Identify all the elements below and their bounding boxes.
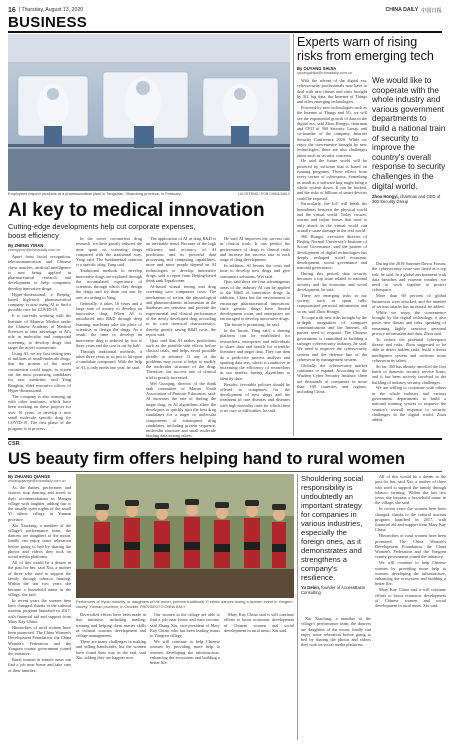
bottom-story-column-2 bbox=[76, 612, 146, 740]
paragraph: All of this would be a dream in the past for her, said Xiu, a mother of three who used to support the family through tobacco farming. Within the last two years she became a household name in the village, she said. bbox=[375, 474, 446, 506]
bottom-story-pull-quote bbox=[301, 474, 371, 595]
bottom-story-column-3 bbox=[150, 612, 220, 740]
bottom-photo-caption-text: Performers of Hyolo minority, or daughters of the moon, perform traditional Yi ethnic dances during a tourism event in Yongren county, Yunnan province, in October. bbox=[76, 599, 293, 609]
top-story-column-1 bbox=[8, 254, 71, 434]
byline-email: zhengyiran@chinadaily.com.cn bbox=[8, 248, 61, 252]
paragraph: Apart from facial recognition, telecommunication and Chinese chess matches, artificial intelligence is now being applied in pharmaceutical research and development to help companies develop innovative drugs. bbox=[8, 254, 71, 291]
page-number: 16 bbox=[8, 6, 16, 14]
column-divider bbox=[293, 34, 294, 436]
csr-section-rule bbox=[8, 438, 442, 440]
section-title: BUSINESS bbox=[8, 14, 88, 31]
paragraph: Through traditional methods, it takes three years or so just to hit upon a candidate compound. With the help of AI, it only needs one year, he said. bbox=[76, 348, 142, 370]
pull-quote-text: Shouldering social responsibility is undoubtedly an important strategy for companies in various industries, especially the foreign ones, as it demonstrates and strengthens a company's resilience. bbox=[301, 474, 364, 582]
pharma-plant-photo bbox=[8, 34, 290, 191]
paragraph: Powered by new technologies such as the Internet of Things and 5G, we will see the exponential growth of data in the digital era, said Zhou Hongyi, chairman and CEO of 360 Security Group, and co-founder of the company. Internet Security Conference 2020. While we enjoy the convenience brought by new technologies, there are also challenges about such as security concerns. bbox=[297, 104, 367, 158]
brand-name-chinese: 中国日报 bbox=[421, 7, 442, 14]
paragraph: Mary Kay China said it will continue efforts to boost economic development of Chinese women and social development in rural areas, Xiu said. bbox=[375, 587, 446, 609]
paragraph: To cope with new risks brought by the in-depth integration of computer communications and the Internet, all parties need to respond. The Chinese government is committed to building a stronger cybersecurity industry, he said. We need to improve the cybersecurity system and the defense line of the cybersecurity management system. bbox=[297, 314, 367, 362]
headline-rule bbox=[8, 471, 442, 472]
column-divider bbox=[297, 474, 298, 740]
pull-quote-title: founder of AccessBasin Consulting bbox=[301, 585, 366, 596]
photo-caption bbox=[8, 192, 290, 197]
pull-quote-attribution bbox=[372, 194, 446, 204]
side-story-headline: Experts warn of rising risks from emerging tech bbox=[297, 35, 434, 63]
paragraph: Using AI, we are first testing tens of millions of small-molecule drugs, that the protein of the novel coronavirus could target, to screen out the most promising candidates for new medicine, said Yang Rongbin, chief executive officer of Hyper-dimensional. bbox=[8, 350, 71, 393]
side-story-column-2 bbox=[372, 261, 446, 434]
paragraph: Hyper-dimensional, a Beijing-based high-tech pharmaceutical company, is now using AI to find a possible cure for COVID-19. bbox=[8, 291, 71, 313]
pull-quote-attribution bbox=[301, 585, 371, 595]
yi-dancers-photo bbox=[76, 474, 294, 598]
top-story-headline: AI key to medical innovation bbox=[8, 200, 265, 221]
top-story-column-3 bbox=[146, 222, 216, 439]
paragraph: He said AI improves the success rate in clinical trials. It can predict the performance of drugs in clinical trials and increase the success rate at each stage of drug development. bbox=[220, 236, 290, 263]
paragraph: There are many challenges in making and selling handicrafts, but the women have found their way in the end, said Xiu, adding they are happier now. bbox=[76, 638, 146, 660]
paragraph: The company is also teaming up with other institutes, which have been working on these projects for over 10 years, to develop a new small molecule specific drug for COVID-19. The first phase of the program is in process. bbox=[8, 393, 71, 431]
paragraph: Wei Guoqing, director of the think tank committee of Macau Youth Association of Patriotic Education, said: AI increases the rate of finding the target drug, as AI algorithms allow the developers to quickly spot the best drug candidates for a target or molecular components of subsequent drug candidates, including protein sequence, molecular structure and small molecule binding data among others. bbox=[146, 380, 216, 439]
byline-name: By ZHENG YIRAN bbox=[8, 243, 44, 248]
issue-date: | Thursday, August 13, 2020 bbox=[18, 7, 84, 13]
paragraph: In addition, AI lowers the costs and time to develop new drugs and give consumers solutions, Wei said. bbox=[220, 262, 290, 279]
paragraph: Qiao said there are four advantageous areas of the industry AI can be applied to the R&D of innovative drugs. In addition, China has the environment to encourage pharmaceutical innovation, since generic drugs have limited development room, and enterprises are encouraged to develop innovative drugs. bbox=[220, 279, 290, 322]
byline-name: By ZHUANG QIANGE bbox=[8, 474, 51, 479]
paragraph: To reduce the potential cyberspace threats and risks, Zhou suggested to be able to detect hidden risks, build a threat intelligence system and cultivate more cybersecurity talent. bbox=[372, 336, 446, 363]
paragraph: We will continue to help Chinese women by providing more help to women, developing the infrastructure, enhancing the ecosystem and building a better life. bbox=[150, 638, 220, 666]
paragraph: There are emerging risks in our society, such as spam calls, compromised personal information and so on, said Zhou Hongyi. bbox=[297, 292, 367, 314]
paragraph: Qiao said that AI makes predictions such as the possible side effects before clinical trials, and helps avoid possible pitfalls in advance. If any of the problems may occur, it helps to modify the molecular structure of the drug. Therefore, the success rate of clinical trial is greatly increased. bbox=[146, 337, 216, 380]
top-story-column-4 bbox=[220, 222, 290, 434]
side-story-column-1 bbox=[297, 78, 367, 434]
pull-quote-name: Zhou Hongyi, bbox=[372, 194, 399, 200]
paragraph: 360 Hongyi, executive director of Beijing Normal University's Institute of Social Governance, said the pattern of development of digital technologies has deeply reshaped social economic development, social governance and national governance. bbox=[297, 233, 367, 271]
top-story-deck: Cutting-edge developments help cut corporate expenses, boost efficiency bbox=[8, 222, 196, 240]
csr-section-label: CSR bbox=[8, 441, 20, 447]
paragraph: Traditional methods to develop innovative drugs are explored through the accumulated experience of scientists through which they design the drugs and try them out one by one, according to Yang. bbox=[76, 268, 142, 300]
bottom-story-column-1 bbox=[8, 485, 71, 740]
paragraph: Particularly, the IoT will break the boundaries between the physical world and the virtual world. Today viruses, worms and trojan horses that used to only attack in the virtual world can actually cause damage in the real world. bbox=[297, 201, 367, 233]
paragraph: Our women in the village are able to find a job near home and earn income, said Zhang Xin, vice-president of Mary Kay China, who has been leading teams to Yongren village. bbox=[150, 612, 220, 639]
paragraph: So far, 360 has already unveiled the first batch of domestic security service firms, and it has been actively involved in the building of industry security challenges. bbox=[372, 363, 446, 385]
bottom-photo-credit: PROVIDED TO CHINA DAILY bbox=[140, 604, 186, 609]
top-story-byline bbox=[8, 243, 72, 252]
paragraph: Xiu Xiaofang, a member of the village's performance team, the dancers are daughters of the moon, finally can enjoy some relaxation before going to bed by sharing the photos and videos they took on social media platforms. bbox=[301, 616, 371, 648]
bottom-story-byline bbox=[8, 474, 70, 483]
paragraph: While we enjoy the convenience brought by the digital technology, it also poses new threats and risks, speaking of remaining highly sensitive personal privacy information and data, Zhou said. bbox=[372, 309, 446, 336]
pull-quote-title: chairman and CEO of 360 Security Group bbox=[372, 194, 441, 205]
paragraph: He said the future world will be powered by software that is based on running programs. These effects from every corner of cyberspace. Something as small as a software bug might bring a whole system down. It can be hacked, and the risks of billions of smart devices could be exposed. bbox=[297, 158, 367, 201]
paragraph: In the novel coronavirus drug research, we have greatly reduced the time spent on screening drugs compared with the traditional way, Yang said. The fundamental solution is a specific drug, Yang said. bbox=[76, 236, 142, 268]
byline-name: By OUYANG SHIJIA bbox=[297, 66, 337, 71]
pharma-plant-image bbox=[8, 34, 290, 191]
paragraph: Besides, favorable policies should be offered to companies for the development of new drugs and the treatment of rare diseases and diseases with high mortality rates for which there is no cure or difficulties, he said. bbox=[220, 381, 290, 413]
paragraph: During this period, data security becomes a top issue related to national security and the economic and social development, he said. bbox=[297, 271, 367, 293]
paragraph: With the advent of the digital era, cybersecurity professionals now have to deal with new threats and risks brought by 5G, big data, the Internet of Things and other emerging technologies. bbox=[297, 78, 367, 105]
paragraph: The application of AI in drug R&D is an inevitable trend. Because of the high efficiency and accuracy of AI prediction, and its powerful data processing and computing capabilities, more and more people depend on AI technologies to develop innovative drugs, said a report from Beijing-based think tank Equalocean. bbox=[146, 236, 216, 284]
photo-credit: LIU KEFENG / FOR CHINA DAILY bbox=[238, 192, 290, 196]
paragraph: The future is promising, he said. bbox=[224, 322, 280, 328]
paragraph: In the future, Yang said, a sharing platform can be established for researchers, enterprises and individuals to share data and search for scientific literature and target data. They can then do a predictive process analysis and spotting data sets, which is conducive in increasing the efficiency of researchers in our market, having algorithms to identify data. bbox=[220, 328, 290, 381]
bottom-story-column-5 bbox=[301, 616, 371, 740]
bottom-story-headline: US beauty firm offers helping hand to rural women bbox=[8, 450, 405, 468]
paragraph: AI-based virtual testing and drug screening save companies costs. The mechanism of action, the physiological and pharmacokinetic information in the databases are sensitive and provide the experimental and clinical performance of the newly developed drug according to its own chemical characteristics, thereby greatly saving R&D costs, the report said. bbox=[146, 284, 216, 337]
side-story-byline bbox=[297, 66, 397, 75]
paragraph: All of this would be a dream in the past for her, said Xiu, a mother of three who used to support the family through tobacco farming. Within the last two years she became a household name in the village, she said. bbox=[8, 560, 71, 597]
pull-quote-name: Yu Debin, bbox=[301, 585, 321, 590]
pull-quote-text: We would like to cooperate with the whole industry and various government departments to build a national train of security to improve the country's overall response to security challenges in the digital world. bbox=[372, 76, 446, 191]
section-rule bbox=[8, 31, 442, 33]
bottom-story-column-4 bbox=[224, 612, 294, 740]
paragraph: Xiu Xiaofang, a member of the village's performance team, the dancers are daughters of the moon, finally can enjoy some relaxation before going to bed by sharing the photos and videos they took on social media platforms. bbox=[8, 522, 71, 560]
brand-name: CHINA DAILY bbox=[385, 7, 419, 13]
paragraph: It is currently working with the Institute of Materia Medica under the Chinese Academy of Medical Sciences to take advantage of AI's role in molecular and compound screening, to develop drugs that target the novel coronavirus. bbox=[8, 313, 71, 351]
paragraph: Rural women in remote areas can find a job near home and take care of their families. bbox=[8, 657, 71, 673]
paragraph: Diversified efforts have been made in this initiative, including funding, training and helping them master skills in cultural tourism development and village management. bbox=[76, 612, 146, 639]
paragraph: Mary Kay China said it will continue efforts to boost economic development of Chinese women and social development in rural areas, Xiu said. bbox=[224, 612, 294, 633]
byline-email: zhuangqiange@chinadaily.com.cn bbox=[8, 479, 66, 483]
paragraph: In recent years the women here have changed, thanks to the cultural tourism program launched in 2017, with financial aid and support from Mary Kay China. bbox=[375, 506, 446, 533]
bottom-story-column-6 bbox=[375, 474, 446, 740]
paragraph: During the 2019 Summer Davos Forum, the cybersecurity issue was listed as a top risk, he said. In a global environment with data breaches and extreme weather, we need to work together to protect cyberspace. bbox=[372, 261, 446, 293]
yi-dancers-image bbox=[76, 474, 294, 598]
paragraph: More than 60 percent of global businesses were attacked, and the number of serious attacks has increased, he added. bbox=[372, 293, 446, 309]
top-story-column-2 bbox=[76, 222, 142, 434]
paragraph: Generally, it takes 10 years and a large sum of money to develop an innovative drug. When AI is introduced into R&D through deep learning, machines take the place of scientists to design the drugs. As a result, the time to develop an innovative drug is reduced by two to three years and the cost is cut by half. bbox=[76, 300, 142, 348]
paragraph: Globally, the cybersecurity market continues to expand. According to the Wuzhen Cyber Security Institute, there are thousands of companies in more than 100 countries and regions, including China. bbox=[297, 362, 367, 395]
paragraph: Hierarchies of rural women have been promoted. The China Women's Development Foundation, the China Women's Federation and the Yongren county government joined the initiative. bbox=[8, 624, 71, 657]
photo-caption-text: Employees inspect products at a pharmaceutical plant in Tangshan, Shandong province, in February. bbox=[8, 191, 182, 196]
paragraph: Hierarchies of rural women have been promoted. The China Women's Development Foundation, the China Women's Federation and the Yongren county government joined the initiative. bbox=[375, 533, 446, 560]
byline-email: ouyangshijia@chinadaily.com.cn bbox=[297, 71, 352, 75]
bottom-photo-caption bbox=[76, 600, 294, 610]
paragraph: As the dashes, performers and visitors stop dancing and travel to their accommodations in Mengtu village with laughter, adding fun to the usually quiet nights of the small Yi ethnic village in Yunnan province. bbox=[8, 485, 71, 522]
paragraph: In recent years the women here have changed, thanks to the cultural tourism program launched in 2017, with financial aid and support from Mary Kay China. bbox=[8, 597, 71, 624]
side-story-pull-quote bbox=[372, 76, 446, 205]
paragraph: We will continue to help Chinese women by providing more help to women, developing the infrastructure, enhancing the ecosystem and building a better life. bbox=[375, 560, 446, 587]
paragraph: We are willing to cooperate with others in the whole industry and various government departments to build a national training system to improve the country's overall response to security challenges in the digital world, Zhou added. bbox=[372, 385, 446, 423]
